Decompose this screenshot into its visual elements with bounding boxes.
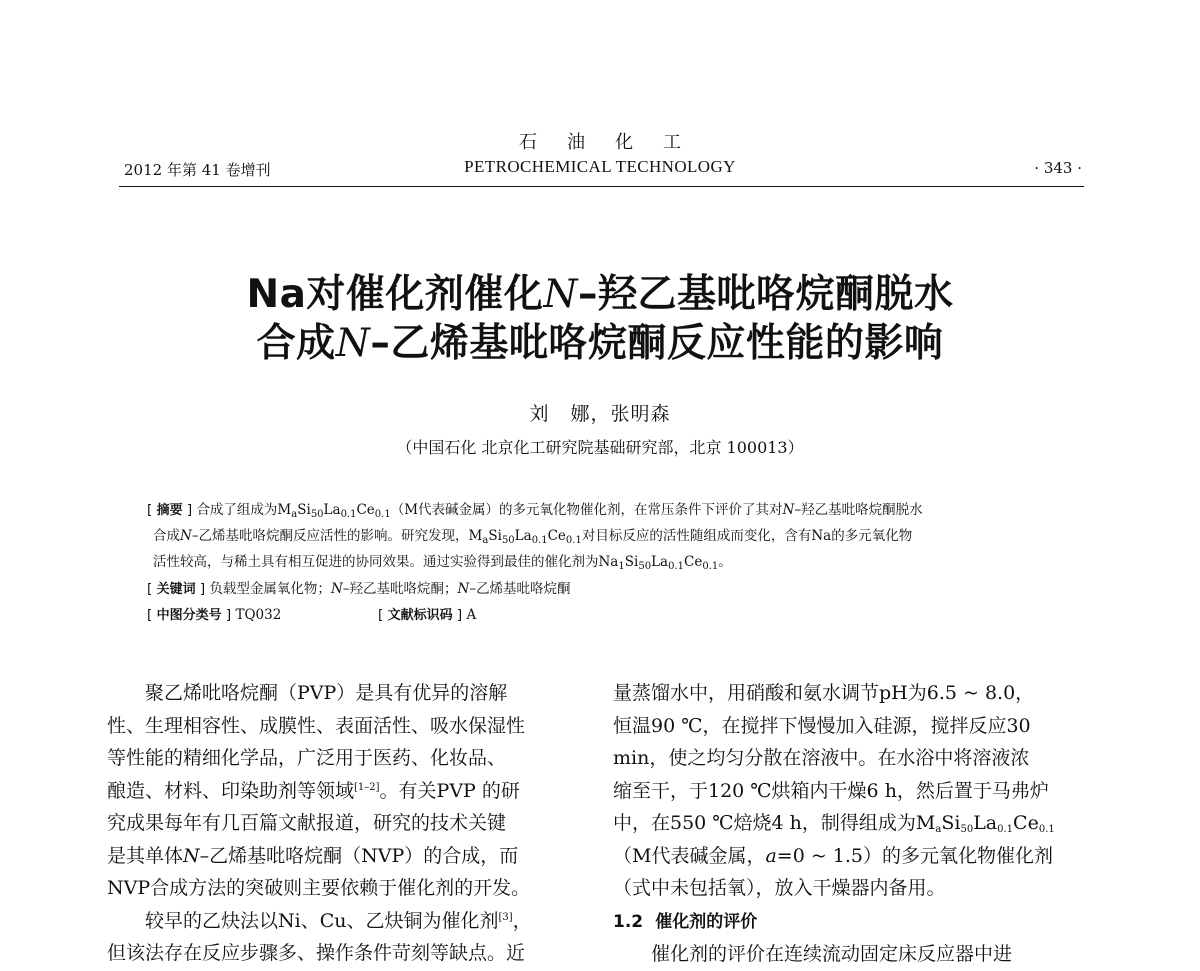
- paragraph-line: NVP合成方法的突破则主要依赖于催化剂的开发。: [107, 877, 531, 899]
- title-text: –羟乙基吡咯烷酮脱水: [578, 272, 954, 317]
- abstract-line-2: 合成N–乙烯基吡咯烷酮反应活性的影响。研究发现，$M_aSi_{50}La_{0.1}Ce_{0.1}$对目标反应的活性随组成而变化，含有Na的多元氧化物: [153, 528, 913, 546]
- paragraph-line: 缩至干，于120 ℃烘箱内干燥6 h，然后置于马弗炉: [613, 779, 1049, 802]
- affiliation: （中国石化 北京化工研究院基础研究部，北京 100013）: [396, 438, 804, 457]
- body-left-column: [107, 677, 575, 970]
- paragraph-line: 恒温90 ℃，在搅拌下慢慢加入硅源，搅拌反应30: [613, 714, 1031, 737]
- paragraph-line: 中，在550 ℃焙烧4 h，制得组成为$M_aSi_{50}La_{0.1}Ce_{0.1}$: [613, 812, 1055, 835]
- issue-info: 2012 年第 41 卷增刊: [124, 161, 271, 179]
- document-code-label: 文献标识码: [387, 608, 453, 623]
- keywords-line: [ 关键词 ] 负载型金属氧化物；N–羟乙基吡咯烷酮；N–乙烯基吡咯烷酮: [147, 581, 571, 597]
- page-number: · 343 ·: [1034, 159, 1082, 177]
- paragraph-line: 聚乙烯吡咯烷酮（PVP）是具有优异的溶解: [145, 682, 508, 704]
- title-text: Na对催化剂催化: [246, 272, 544, 317]
- classification-line: [ 中图分类号 ] TQ032: [147, 607, 282, 623]
- citation: [3]: [498, 911, 513, 923]
- journal-name-chinese: 石油化工: [519, 132, 711, 153]
- paragraph-line: 等性能的精细化学品，广泛用于医药、化妆品、: [107, 747, 507, 769]
- paragraph-line: 性、生理相容性、成膜性、表面活性、吸水保湿性: [107, 714, 526, 737]
- section-heading: [613, 905, 1088, 939]
- authors: 刘 娜，张明森: [529, 403, 671, 425]
- classification-label: 中图分类号: [156, 608, 222, 623]
- paragraph-line: 催化剂的评价在连续流动固定床反应器中进: [651, 943, 1013, 965]
- paragraph-line: 但该法存在反应步骤多、操作条件苛刻等缺点。近: [107, 942, 526, 964]
- paper-title-line-1: [0, 263, 1200, 319]
- paragraph-line: 较早的乙炔法以Ni、Cu、乙炔铜为催化剂[3]，: [145, 909, 532, 932]
- paragraph-line: min，使之均匀分散在溶液中。在水浴中将溶液浓: [613, 747, 1030, 769]
- title-text: –乙烯基吡咯烷酮反应性能的影响: [370, 321, 944, 366]
- document-code-value: A: [466, 607, 477, 623]
- paragraph-line: 是其单体N–乙烯基吡咯烷酮（NVP）的合成，而: [107, 844, 519, 867]
- abstract-line-3: 活性较高，与稀土具有相互促进的协同效果。通过实验得到最佳的催化剂为$Na_1Si_{50}La_{0.1}Ce_{0.1}$。: [153, 554, 732, 572]
- classification-value: TQ032: [235, 607, 282, 623]
- paragraph-line: （式中未包括氧），放入干燥器内备用。: [613, 877, 946, 899]
- paper-title-line-2: [0, 312, 1200, 368]
- section-number: 1.2: [613, 911, 644, 932]
- paragraph-line: （M代表碱金属，a=0 ~ 1.5）的多元氧化物催化剂: [613, 844, 1054, 867]
- title-text: 合成: [256, 321, 336, 366]
- abstract-line-1: [ 摘要 ] 合成了组成为$M_aSi_{50}La_{0.1}Ce_{0.1}(M$代表碱金属）的多元氧化物催化剂，在常压条件下评价了其对N–羟乙基吡咯烷酮脱水: [147, 502, 923, 520]
- paragraph-line: 酿造、材料、印染助剂等领域[1–2]。有关PVP 的研: [107, 779, 520, 802]
- section-title: 催化剂的评价: [655, 911, 758, 932]
- citation: [1–2]: [354, 781, 380, 793]
- body-right-column: [613, 677, 1088, 971]
- paragraph-line: 究成果每年有几百篇文献报道，研究的技术关键: [107, 812, 507, 834]
- journal-name-english: PETROCHEMICAL TECHNOLOGY: [464, 157, 736, 176]
- title-italic-n: N: [543, 272, 579, 317]
- abstract-label: 摘要: [156, 503, 183, 518]
- document-code-line: [ 文献标识码 ] A: [378, 607, 477, 623]
- paragraph-line: 量蒸馏水中，用硝酸和氨水调节pH为6.5 ~ 8.0，: [613, 682, 1035, 704]
- title-italic-n: N: [335, 321, 371, 366]
- header-rule: [119, 186, 1084, 187]
- keywords-label: 关键词: [156, 582, 196, 597]
